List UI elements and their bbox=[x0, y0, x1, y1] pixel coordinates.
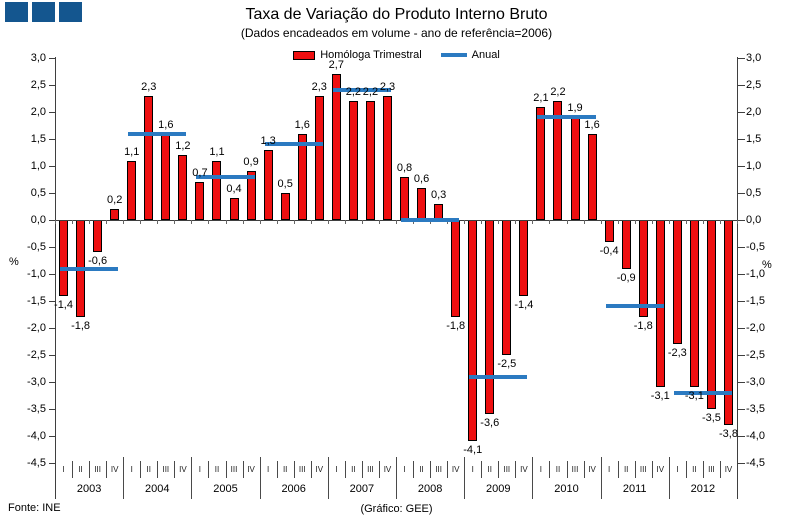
credit-note: (Gráfico: GEE) bbox=[360, 503, 433, 515]
quarter-separator bbox=[567, 461, 568, 478]
quarter-label: II bbox=[214, 465, 220, 474]
x-minor-tick bbox=[669, 220, 670, 224]
y-tick-right bbox=[738, 220, 745, 221]
bar-value-label: -3,1 bbox=[650, 390, 670, 403]
x-minor-tick bbox=[652, 220, 653, 224]
y-tick-label-right: -4,0 bbox=[746, 430, 765, 442]
y-tick-right bbox=[738, 274, 745, 275]
y-tick-right bbox=[738, 355, 745, 356]
quarter-label: II bbox=[419, 465, 424, 474]
y-tick-right bbox=[738, 463, 745, 464]
y-axis-unit-right: % bbox=[762, 259, 772, 271]
bar-value-label: -1,4 bbox=[54, 298, 73, 311]
quarter-separator bbox=[635, 461, 636, 478]
quarter-separator bbox=[379, 461, 380, 478]
y-tick-left bbox=[49, 166, 56, 167]
x-minor-tick bbox=[567, 220, 568, 224]
bar-value-label: -0,6 bbox=[88, 255, 108, 268]
quarter-separator bbox=[311, 461, 312, 478]
year-label-2008: 2008 bbox=[417, 483, 443, 495]
quarter-separator bbox=[447, 461, 448, 478]
chart-bar-2010-III bbox=[571, 117, 580, 220]
y-tick-label-right: 1,5 bbox=[746, 133, 762, 145]
quarter-separator bbox=[720, 461, 721, 478]
source-note: Fonte: INE bbox=[8, 502, 61, 514]
y-tick-right bbox=[738, 193, 745, 194]
chart-bar-2004-I bbox=[127, 161, 136, 220]
y-tick-label-left: -4,5 bbox=[27, 457, 46, 469]
x-minor-tick bbox=[635, 220, 636, 224]
quarter-separator bbox=[481, 461, 482, 478]
chart-bar-2003-IV bbox=[110, 209, 119, 220]
quarter-label: I bbox=[62, 465, 65, 474]
quarter-separator bbox=[226, 461, 227, 478]
year-label-2010: 2010 bbox=[554, 483, 579, 495]
quarter-separator bbox=[208, 461, 209, 478]
page-subtitle: (Dados encadeados em volume - ano de referência=2006) bbox=[240, 26, 553, 40]
chart-bar-2012-II bbox=[690, 220, 699, 387]
quarter-separator bbox=[515, 461, 516, 478]
x-minor-tick bbox=[106, 220, 107, 224]
chart-bar-2003-I bbox=[59, 220, 68, 296]
y-tick-label-right: 0,5 bbox=[746, 187, 762, 199]
quarter-label: II bbox=[146, 465, 151, 474]
bar-value-label: 2,7 bbox=[328, 59, 344, 72]
bar-value-label: 2,3 bbox=[379, 80, 396, 93]
quarter-separator bbox=[618, 461, 619, 478]
y-tick-left bbox=[49, 85, 56, 86]
chart-bar-2007-II bbox=[349, 101, 358, 220]
y-tick-left bbox=[49, 193, 56, 194]
y-tick-label-left: -1,5 bbox=[27, 295, 46, 307]
x-minor-tick bbox=[328, 220, 329, 224]
chart-bar-2011-I bbox=[605, 220, 614, 242]
bar-value-label: 1,1 bbox=[124, 145, 140, 158]
bar-value-label: -1,8 bbox=[446, 320, 466, 333]
bar-value-label: -0,9 bbox=[616, 271, 636, 284]
quarter-label: IV bbox=[179, 465, 187, 474]
quarter-separator bbox=[498, 461, 499, 478]
chart-bar-2006-III bbox=[298, 134, 307, 220]
bar-value-label: 1,2 bbox=[175, 140, 191, 153]
quarter-separator bbox=[652, 461, 653, 478]
x-minor-tick bbox=[737, 220, 738, 224]
chart-bar-2009-IV bbox=[519, 220, 528, 296]
x-minor-tick bbox=[618, 220, 619, 224]
x-minor-tick bbox=[379, 220, 380, 224]
y-tick-label-right: 2,5 bbox=[746, 79, 762, 91]
quarter-label: III bbox=[367, 465, 374, 474]
bar-value-label: 0,6 bbox=[413, 172, 430, 185]
quarter-label: II bbox=[351, 465, 356, 474]
quarter-separator bbox=[89, 461, 90, 478]
quarter-label: III bbox=[571, 465, 579, 474]
y-tick-right bbox=[738, 166, 745, 167]
bar-value-label: 1,3 bbox=[260, 134, 276, 147]
quarter-separator bbox=[140, 461, 141, 478]
y-tick-label-left: -3,5 bbox=[27, 403, 46, 415]
y-tick-right bbox=[738, 139, 745, 140]
quarter-label: II bbox=[78, 465, 83, 474]
x-minor-tick bbox=[72, 220, 73, 224]
x-minor-tick bbox=[157, 220, 158, 224]
y-tick-left bbox=[49, 274, 56, 275]
y-tick-label-right: -1,5 bbox=[746, 295, 765, 307]
x-minor-tick bbox=[260, 220, 261, 224]
quarter-separator bbox=[174, 461, 175, 478]
quarter-separator bbox=[106, 461, 107, 478]
chart-bar-2012-III bbox=[707, 220, 716, 409]
chart-bar-2009-II bbox=[485, 220, 494, 414]
quarter-separator bbox=[243, 461, 244, 478]
y-tick-left bbox=[49, 328, 56, 329]
y-tick-left bbox=[49, 409, 56, 410]
chart-bar-2007-III bbox=[366, 101, 375, 220]
y-tick-label-right: 0,0 bbox=[746, 214, 762, 226]
x-minor-tick bbox=[208, 220, 209, 224]
x-minor-tick bbox=[123, 220, 124, 224]
bar-value-label: 1,9 bbox=[567, 102, 583, 115]
chart-bar-2012-I bbox=[673, 220, 682, 344]
y-tick-left bbox=[49, 112, 56, 113]
chart-bar-2006-IV bbox=[315, 96, 324, 220]
quarter-label: I bbox=[403, 465, 406, 474]
annual-line-2004 bbox=[128, 132, 186, 136]
x-minor-tick bbox=[703, 220, 704, 224]
chart-bar-2006-II bbox=[281, 193, 290, 220]
quarter-separator bbox=[362, 461, 363, 478]
year-label-2003: 2003 bbox=[76, 483, 102, 495]
quarter-separator bbox=[703, 461, 704, 478]
x-minor-tick bbox=[294, 220, 295, 224]
bar-value-label: 0,2 bbox=[107, 194, 123, 207]
annual-line-2009 bbox=[469, 375, 527, 379]
y-tick-right bbox=[738, 301, 745, 302]
x-minor-tick bbox=[686, 220, 687, 224]
bar-value-label: 2,1 bbox=[533, 91, 549, 104]
y-tick-label-right: -0,5 bbox=[746, 241, 765, 253]
quarter-separator bbox=[584, 461, 585, 478]
x-minor-tick bbox=[515, 220, 516, 224]
quarter-label: III bbox=[230, 465, 238, 474]
bar-value-label: -1,4 bbox=[514, 298, 534, 311]
quarter-label: I bbox=[676, 465, 679, 474]
quarter-label: IV bbox=[656, 465, 665, 474]
bar-value-label: -3,1 bbox=[684, 390, 704, 403]
x-minor-tick bbox=[226, 220, 227, 224]
quarter-separator bbox=[549, 461, 550, 478]
y-tick-label-left: -4,0 bbox=[27, 430, 46, 442]
quarter-label: IV bbox=[724, 465, 733, 474]
quarter-label: I bbox=[198, 465, 202, 474]
quarter-label: IV bbox=[383, 465, 392, 474]
quarter-label: IV bbox=[315, 465, 324, 474]
x-minor-tick bbox=[584, 220, 585, 224]
bar-value-label: 2,2 bbox=[345, 86, 362, 99]
bar-value-label: 0,8 bbox=[396, 161, 413, 174]
y-axis-left-line bbox=[55, 57, 56, 499]
quarter-label: III bbox=[94, 465, 101, 474]
y-tick-right bbox=[738, 85, 745, 86]
year-label-2009: 2009 bbox=[486, 483, 511, 495]
bar-value-label: 1,6 bbox=[584, 118, 600, 131]
quarter-label: III bbox=[639, 465, 647, 474]
y-tick-label-left: -1,0 bbox=[27, 268, 46, 280]
chart-bar-2005-I bbox=[195, 182, 204, 220]
x-minor-tick bbox=[720, 220, 721, 224]
y-tick-left bbox=[49, 355, 56, 356]
x-minor-tick bbox=[243, 220, 244, 224]
quarter-separator bbox=[430, 461, 431, 478]
y-tick-label-right: -1,0 bbox=[746, 268, 765, 280]
y-tick-label-left: 0,5 bbox=[30, 187, 46, 199]
quarter-separator bbox=[294, 461, 295, 478]
quarter-label: I bbox=[130, 465, 133, 474]
x-minor-tick bbox=[277, 220, 278, 224]
annual-line-2011 bbox=[606, 304, 664, 308]
bar-value-label: -0,4 bbox=[599, 244, 619, 257]
quarter-label: I bbox=[335, 465, 338, 474]
quarter-label: I bbox=[267, 465, 270, 474]
y-tick-left bbox=[49, 247, 56, 248]
quarter-separator bbox=[72, 461, 73, 478]
bar-value-label: 2,2 bbox=[362, 86, 379, 99]
y-tick-label-right: -2,0 bbox=[746, 322, 765, 334]
bar-value-label: -4,1 bbox=[463, 444, 483, 457]
y-tick-label-left: -2,5 bbox=[27, 349, 46, 361]
y-tick-label-right: -3,0 bbox=[746, 376, 765, 388]
bar-value-label: 2,2 bbox=[550, 86, 566, 99]
quarter-label: II bbox=[555, 465, 561, 474]
y-tick-label-left: 0,0 bbox=[30, 214, 46, 226]
bar-value-label: -3,5 bbox=[701, 412, 721, 424]
x-minor-tick bbox=[532, 220, 533, 224]
chart-bar-2009-III bbox=[502, 220, 511, 355]
x-minor-tick bbox=[191, 220, 192, 224]
quarter-label: III bbox=[435, 465, 442, 474]
x-minor-tick bbox=[140, 220, 141, 224]
y-tick-label-left: 1,0 bbox=[30, 160, 46, 172]
bar-value-label: 2,3 bbox=[141, 80, 157, 93]
quarter-label: III bbox=[503, 465, 511, 474]
year-label-2012: 2012 bbox=[690, 483, 716, 495]
x-minor-tick bbox=[345, 220, 346, 224]
y-tick-label-right: 1,0 bbox=[746, 160, 762, 172]
year-label-2006: 2006 bbox=[281, 483, 306, 495]
quarter-label: IV bbox=[588, 465, 596, 474]
page-title: Taxa de Variação do Produto Interno Bruto bbox=[245, 6, 548, 23]
chart-bar-2004-IV bbox=[178, 155, 187, 220]
bar-value-label: 0,4 bbox=[226, 183, 242, 196]
bar-value-label: 2,3 bbox=[311, 80, 327, 93]
quarter-label: IV bbox=[110, 465, 119, 474]
x-minor-tick bbox=[174, 220, 175, 224]
y-tick-label-left: 2,0 bbox=[30, 106, 46, 118]
bar-value-label: -2,3 bbox=[667, 347, 687, 360]
quarter-label: IV bbox=[451, 465, 460, 474]
year-label-2005: 2005 bbox=[213, 483, 238, 495]
y-tick-label-right: 3,0 bbox=[746, 52, 762, 64]
annual-line-2008 bbox=[401, 218, 459, 222]
quarter-separator bbox=[413, 461, 414, 478]
x-minor-tick bbox=[498, 220, 499, 224]
quarter-label: II bbox=[692, 465, 697, 474]
chart-bar-2011-III bbox=[639, 220, 648, 317]
y-tick-left bbox=[49, 58, 56, 59]
y-tick-right bbox=[738, 58, 745, 59]
quarter-label: III bbox=[162, 465, 170, 474]
y-tick-label-left: 3,0 bbox=[30, 52, 46, 64]
x-minor-tick bbox=[362, 220, 363, 224]
quarter-label: II bbox=[487, 465, 492, 474]
quarter-label: III bbox=[298, 465, 306, 474]
legend-quarterly-label: Homóloga Trimestral bbox=[320, 49, 422, 61]
y-tick-left bbox=[49, 382, 56, 383]
bar-value-label: 0,3 bbox=[430, 188, 447, 201]
chart-bar-2010-IV bbox=[588, 134, 597, 220]
quarter-label: IV bbox=[520, 465, 528, 474]
x-minor-tick bbox=[55, 220, 56, 224]
quarter-separator bbox=[345, 461, 346, 478]
x-minor-tick bbox=[396, 220, 397, 224]
y-tick-right bbox=[738, 247, 745, 248]
y-tick-left bbox=[49, 463, 56, 464]
y-tick-right bbox=[738, 409, 745, 410]
bar-value-label: -3,6 bbox=[480, 417, 500, 430]
bar-value-label: 1,6 bbox=[294, 118, 310, 131]
y-tick-label-right: -3,5 bbox=[746, 403, 765, 415]
x-minor-tick bbox=[481, 220, 482, 224]
year-label-2007: 2007 bbox=[349, 483, 375, 495]
quarter-label: I bbox=[608, 465, 611, 474]
bar-value-label: 1,6 bbox=[158, 118, 174, 131]
quarter-separator bbox=[277, 461, 278, 478]
chart-bar-2007-IV bbox=[383, 96, 392, 220]
bar-value-label: -1,8 bbox=[71, 320, 91, 333]
y-tick-left bbox=[49, 436, 56, 437]
chart-bar-2003-III bbox=[93, 220, 102, 252]
y-tick-label-right: -2,5 bbox=[746, 349, 765, 361]
y-tick-label-left: 2,5 bbox=[30, 79, 46, 91]
quarter-separator bbox=[157, 461, 158, 478]
y-tick-label-left: -0,5 bbox=[27, 241, 46, 253]
chart-bar-2010-I bbox=[536, 107, 545, 220]
y-tick-right bbox=[738, 328, 745, 329]
y-tick-label-right: 2,0 bbox=[746, 106, 762, 118]
bar-value-label: -2,5 bbox=[497, 358, 517, 370]
y-tick-label-left: -3,0 bbox=[27, 376, 46, 388]
y-tick-label-left: -2,0 bbox=[27, 322, 46, 334]
x-minor-tick bbox=[311, 220, 312, 224]
y-tick-right bbox=[738, 112, 745, 113]
bar-value-label: 0,9 bbox=[243, 156, 259, 169]
bar-value-label: 0,7 bbox=[192, 167, 208, 180]
quarter-label: III bbox=[708, 465, 715, 474]
quarter-label: II bbox=[623, 465, 629, 474]
quarter-label: IV bbox=[247, 465, 255, 474]
year-label-2011: 2011 bbox=[622, 483, 647, 495]
chart-bar-2005-III bbox=[230, 198, 239, 220]
quarter-label: II bbox=[282, 465, 288, 474]
y-tick-label-left: 1,5 bbox=[30, 133, 46, 145]
x-minor-tick bbox=[89, 220, 90, 224]
bar-value-label: -1,8 bbox=[633, 320, 653, 333]
y-tick-right bbox=[738, 382, 745, 383]
x-minor-tick bbox=[601, 220, 602, 224]
y-tick-label-right: -4,5 bbox=[746, 457, 765, 469]
year-label-2004: 2004 bbox=[145, 483, 170, 495]
x-minor-tick bbox=[464, 220, 465, 224]
bar-value-label: -3,8 bbox=[718, 428, 738, 441]
x-minor-tick bbox=[549, 220, 550, 224]
bar-value-label: 0,5 bbox=[277, 178, 293, 190]
bar-value-label: 1,1 bbox=[209, 145, 225, 158]
y-axis-unit-left: % bbox=[9, 256, 19, 268]
quarter-separator bbox=[686, 461, 687, 478]
quarter-label: I bbox=[471, 465, 474, 474]
y-tick-left bbox=[49, 139, 56, 140]
quarter-label: I bbox=[539, 465, 543, 474]
legend-annual-label: Anual bbox=[471, 49, 500, 61]
chart-bar-2008-IV bbox=[451, 220, 460, 317]
